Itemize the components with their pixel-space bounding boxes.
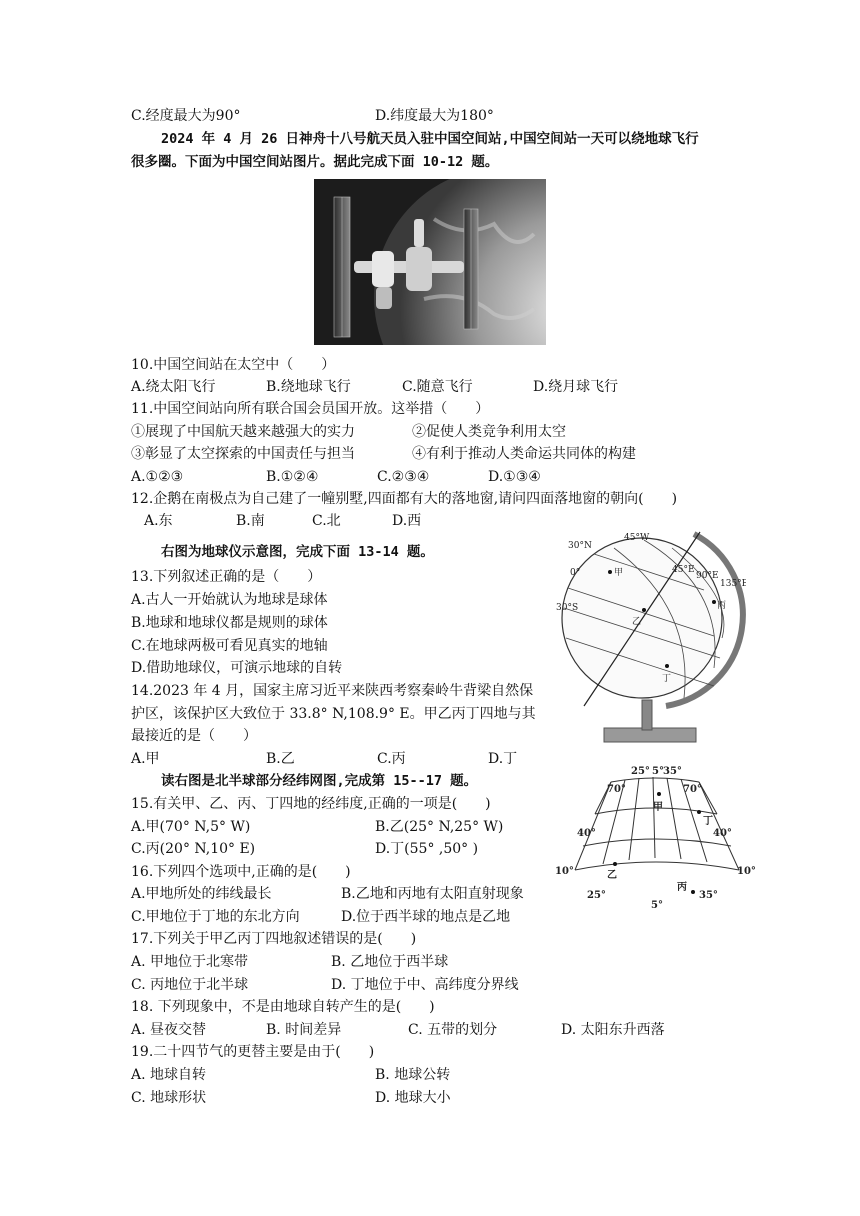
q15-option-b: B.乙(25° N,25° W)	[375, 819, 504, 835]
globe-label-30n: 30°N	[568, 541, 592, 551]
grid-lat-70-left: 70°	[607, 784, 626, 795]
q14-stem-line2: 护区，该保护区大致位于 33.8° N,108.9° E。甲乙丙丁四地与其	[131, 706, 536, 722]
q19-stem: 19.二十四节气的更替主要是由于( )	[131, 1044, 375, 1060]
q11-option-c: C.②③④	[377, 469, 430, 485]
globe-point-yi: 乙	[632, 617, 642, 627]
q13-option-a: A.古人一开始就认为地球是球体	[131, 592, 328, 608]
q11-stem: 11.中国空间站向所有联合国会员国开放。这举措（ ）	[131, 401, 490, 417]
q17-option-c: C. 丙地位于北半球	[131, 977, 249, 993]
q11-statement-2: ②促使人类竞争利用太空	[412, 424, 566, 440]
grid-lat-70-right: 70°	[683, 784, 702, 795]
globe-label-0: 0°	[570, 568, 581, 578]
q15-option-d: D.丁(55° ,50° )	[375, 841, 479, 857]
q10-option-a: A.绕太阳飞行	[131, 379, 216, 395]
globe-diagram	[554, 528, 746, 746]
q10-option-c: C.随意飞行	[402, 379, 473, 395]
globe-label-45w: 45°W	[624, 533, 650, 543]
q17-stem: 17.下列关于甲乙丙丁四地叙述错误的是( )	[131, 931, 417, 947]
q12-option-a: A.东	[144, 513, 173, 529]
q16-option-b: B.乙地和丙地有太阳直射现象	[341, 886, 524, 902]
q11-option-b: B.①②④	[266, 469, 319, 485]
q12-option-d: D.西	[392, 513, 422, 529]
q16-option-c: C.甲地位于丁地的东北方向	[131, 909, 300, 925]
q13-stem: 13.下列叙述正确的是（ ）	[131, 569, 322, 585]
grid-lat-10-left: 10°	[555, 866, 574, 877]
q14-option-b: B.乙	[266, 751, 295, 767]
grid-point-yi: 乙	[607, 870, 617, 881]
option-d-text: D.纬度最大为180°	[375, 108, 494, 124]
globe-label-135e: 135°E	[720, 579, 746, 589]
q13-option-c: C.在地球两极可看见真实的地轴	[131, 638, 328, 654]
globe-label-45e: 45°E	[672, 565, 695, 575]
q19-option-b: B. 地球公转	[375, 1067, 451, 1083]
globe-label-90e: 90°E	[696, 571, 719, 581]
q10-option-d: D.绕月球飞行	[533, 379, 619, 395]
grid-bottom-35: 35°	[699, 890, 718, 901]
q13-option-d: D.借助地球仪，可演示地球的自转	[131, 660, 343, 676]
q18-option-c: C. 五带的划分	[408, 1022, 498, 1038]
q19-option-a: A. 地球自转	[131, 1067, 207, 1083]
q17-option-a: A. 甲地位于北寒带	[131, 954, 249, 970]
q10-stem: 10.中国空间站在太空中（ ）	[131, 357, 336, 373]
q19-option-c: C. 地球形状	[131, 1090, 207, 1106]
q12-stem: 12.企鹅在南极点为自己建了一幢别墅,四面都有大的落地窗,请问四面落地窗的朝向( )	[131, 491, 678, 507]
q18-option-a: A. 昼夜交替	[131, 1022, 207, 1038]
globe-point-jia: 甲	[614, 568, 624, 578]
q18-stem: 18. 下列现象中，不是由地球自转产生的是( )	[131, 999, 435, 1015]
q12-option-c: C.北	[312, 513, 341, 529]
intro-13-14: 右图为地球仪示意图，完成下面 13-14 题。	[161, 544, 434, 560]
q11-statement-4: ④有利于推动人类命运共同体的构建	[412, 446, 636, 462]
q13-option-b: B.地球和地球仪都是规则的球体	[131, 615, 328, 631]
grid-point-bing: 丙	[677, 882, 687, 893]
q14-stem-line1: 14.2023 年 4 月，国家主席习近平来陕西考察秦岭牛背梁自然保	[131, 683, 534, 699]
intro-10-12-line1: 2024 年 4 月 26 日神舟十八号航天员入驻中国空间站,中国空间站一天可以绕地球飞行	[161, 131, 699, 147]
q14-option-d: D.丁	[488, 751, 518, 767]
option-c-text: C.经度最大为90°	[131, 108, 241, 124]
q16-stem: 16.下列四个选项中,正确的是( )	[131, 864, 351, 880]
grid-top-5: 5°	[652, 766, 664, 777]
q11-option-d: D.①③④	[488, 469, 541, 485]
q17-option-d: D. 丁地位于中、高纬度分界线	[331, 977, 519, 993]
q12-option-b: B.南	[236, 513, 265, 529]
grid-point-jia: 甲	[653, 802, 663, 813]
intro-10-12-line2: 很多圈。下面为中国空间站图片。据此完成下面 10-12 题。	[131, 154, 499, 170]
grid-bottom-25: 25°	[587, 890, 606, 901]
q17-option-b: B. 乙地位于西半球	[331, 954, 449, 970]
globe-point-ding: 丁	[662, 674, 672, 684]
grid-lat-10-right: 10°	[737, 866, 755, 877]
q14-option-c: C.丙	[377, 751, 406, 767]
q11-statement-1: ①展现了中国航天越来越强大的实力	[131, 424, 355, 440]
q18-option-d: D. 太阳东升西落	[561, 1022, 665, 1038]
q18-option-b: B. 时间差异	[266, 1022, 342, 1038]
grid-top-35: 35°	[663, 766, 682, 777]
q16-option-d: D.位于西半球的地点是乙地	[341, 909, 511, 925]
q19-option-d: D. 地球大小	[375, 1090, 451, 1106]
grid-bottom-5: 5°	[651, 900, 663, 911]
q16-option-a: A.甲地所处的纬线最长	[131, 886, 272, 902]
grid-lat-40-right: 40°	[713, 828, 732, 839]
grid-lat-40-left: 40°	[577, 828, 596, 839]
grid-top-25: 25°	[631, 766, 650, 777]
q15-option-a: A.甲(70° N,5° W)	[131, 819, 251, 835]
q15-option-c: C.丙(20° N,10° E)	[131, 841, 256, 857]
globe-label-30s: 30°S	[556, 603, 579, 613]
lat-lon-grid-diagram	[555, 764, 755, 914]
intro-15-17: 读右图是北半球部分经纬网图,完成第 15--17 题。	[161, 773, 478, 789]
globe-point-bing: 丙	[717, 601, 727, 611]
space-station-photo	[314, 179, 546, 345]
q10-option-b: B.绕地球飞行	[266, 379, 351, 395]
q15-stem: 15.有关甲、乙、丙、丁四地的经纬度,正确的一项是( )	[131, 796, 491, 812]
grid-point-ding: 丁	[703, 816, 713, 827]
q14-option-a: A.甲	[131, 751, 160, 767]
q11-option-a: A.①②③	[131, 469, 184, 485]
q11-statement-3: ③彰显了太空探索的中国责任与担当	[131, 446, 355, 462]
q14-stem-line3: 最接近的是（ ）	[131, 728, 257, 744]
